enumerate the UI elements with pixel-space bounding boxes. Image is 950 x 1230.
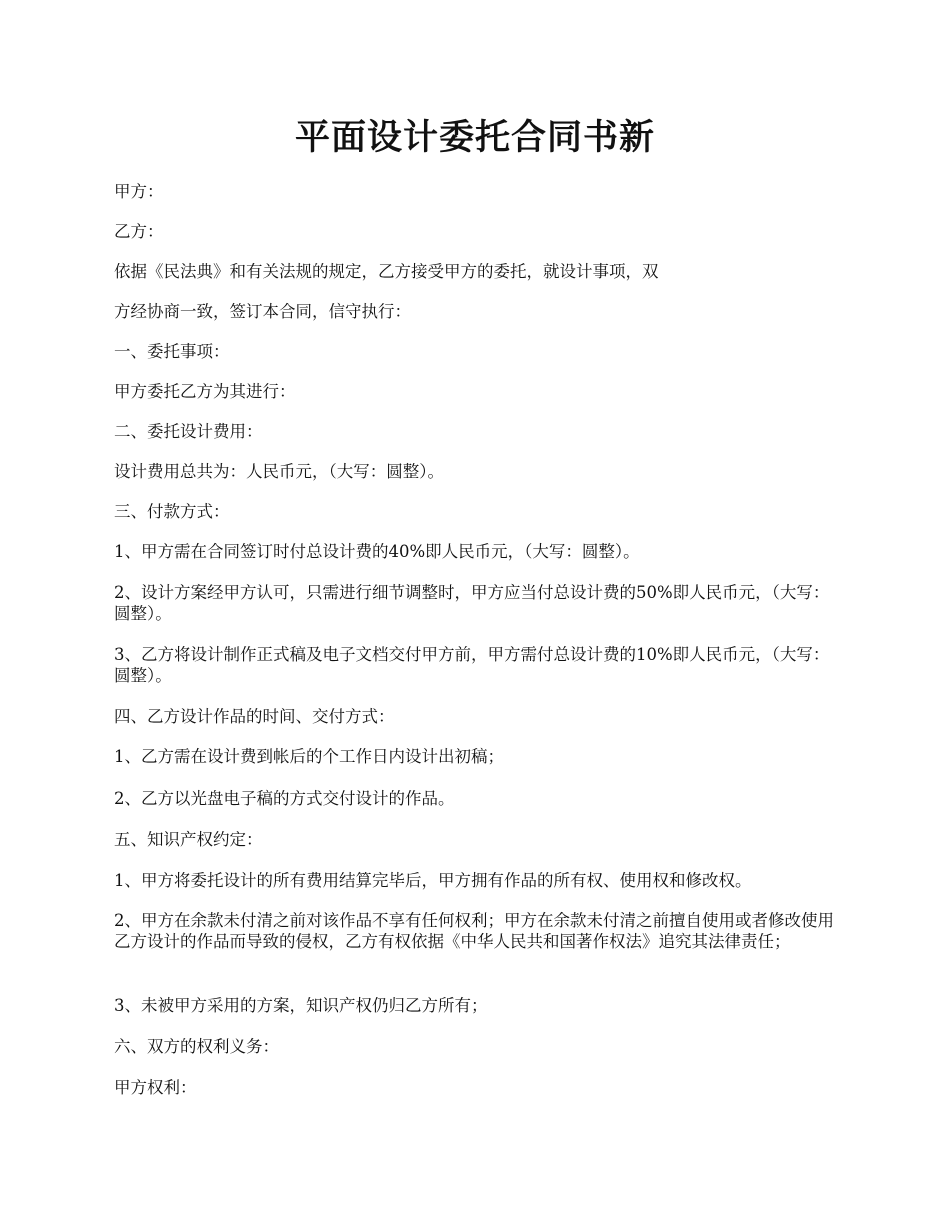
section-2-heading: 二、委托设计费用： bbox=[114, 422, 263, 441]
section-1-heading: 一、委托事项： bbox=[114, 342, 230, 361]
preamble-line-1: 依据《民法典》和有关法规的规定，乙方接受甲方的委托，就设计事项，双 bbox=[114, 262, 659, 281]
section-3-heading: 三、付款方式： bbox=[114, 502, 230, 521]
payment-clause-2: 2、设计方案经甲方认可，只需进行细节调整时，甲方应当付总设计费的50%即人民币元，（大写：圆整）。 bbox=[114, 583, 830, 623]
section-1-text: 甲方委托乙方为其进行： bbox=[114, 382, 296, 401]
payment-clause-1: 1、甲方需在合同签订时付总设计费的40%即人民币元，（大写：圆整）。 bbox=[114, 542, 640, 561]
party-a-rights-heading: 甲方权利： bbox=[114, 1078, 197, 1097]
payment-clause-3: 3、乙方将设计制作正式稿及电子文档交付甲方前，甲方需付总设计费的10%即人民币元，（大写：圆整）。 bbox=[114, 645, 830, 685]
section-5-heading: 五、知识产权约定： bbox=[114, 830, 263, 849]
section-6-heading: 六、双方的权利义务： bbox=[114, 1037, 279, 1056]
ip-clause-3: 3、未被甲方采用的方案，知识产权仍归乙方所有； bbox=[114, 996, 488, 1015]
document-title: 平面设计委托合同书新 bbox=[294, 117, 655, 158]
section-2-text: 设计费用总共为：人民币元，（大写：圆整）。 bbox=[114, 462, 444, 481]
party-a-line: 甲方： bbox=[114, 182, 164, 201]
delivery-clause-2: 2、乙方以光盘电子稿的方式交付设计的作品。 bbox=[114, 789, 455, 808]
ip-clause-1: 1、甲方将委托设计的所有费用结算完毕后，甲方拥有作品的所有权、使用权和修改权。 bbox=[114, 871, 752, 890]
preamble-line-2: 方经协商一致，签订本合同，信守执行： bbox=[114, 302, 411, 321]
delivery-clause-1: 1、乙方需在设计费到帐后的个工作日内设计出初稿； bbox=[114, 747, 504, 766]
party-b-line: 乙方： bbox=[114, 222, 164, 241]
ip-clause-2: 2、甲方在余款未付清之前对该作品不享有任何权利；甲方在余款未付清之前擅自使用或者修改使用乙方设计的作品而导致的侵权，乙方有权依据《中华人民共和国著作权法》追究其法律责任； bbox=[114, 911, 834, 951]
section-4-heading: 四、乙方设计作品的时间、交付方式： bbox=[114, 707, 395, 726]
